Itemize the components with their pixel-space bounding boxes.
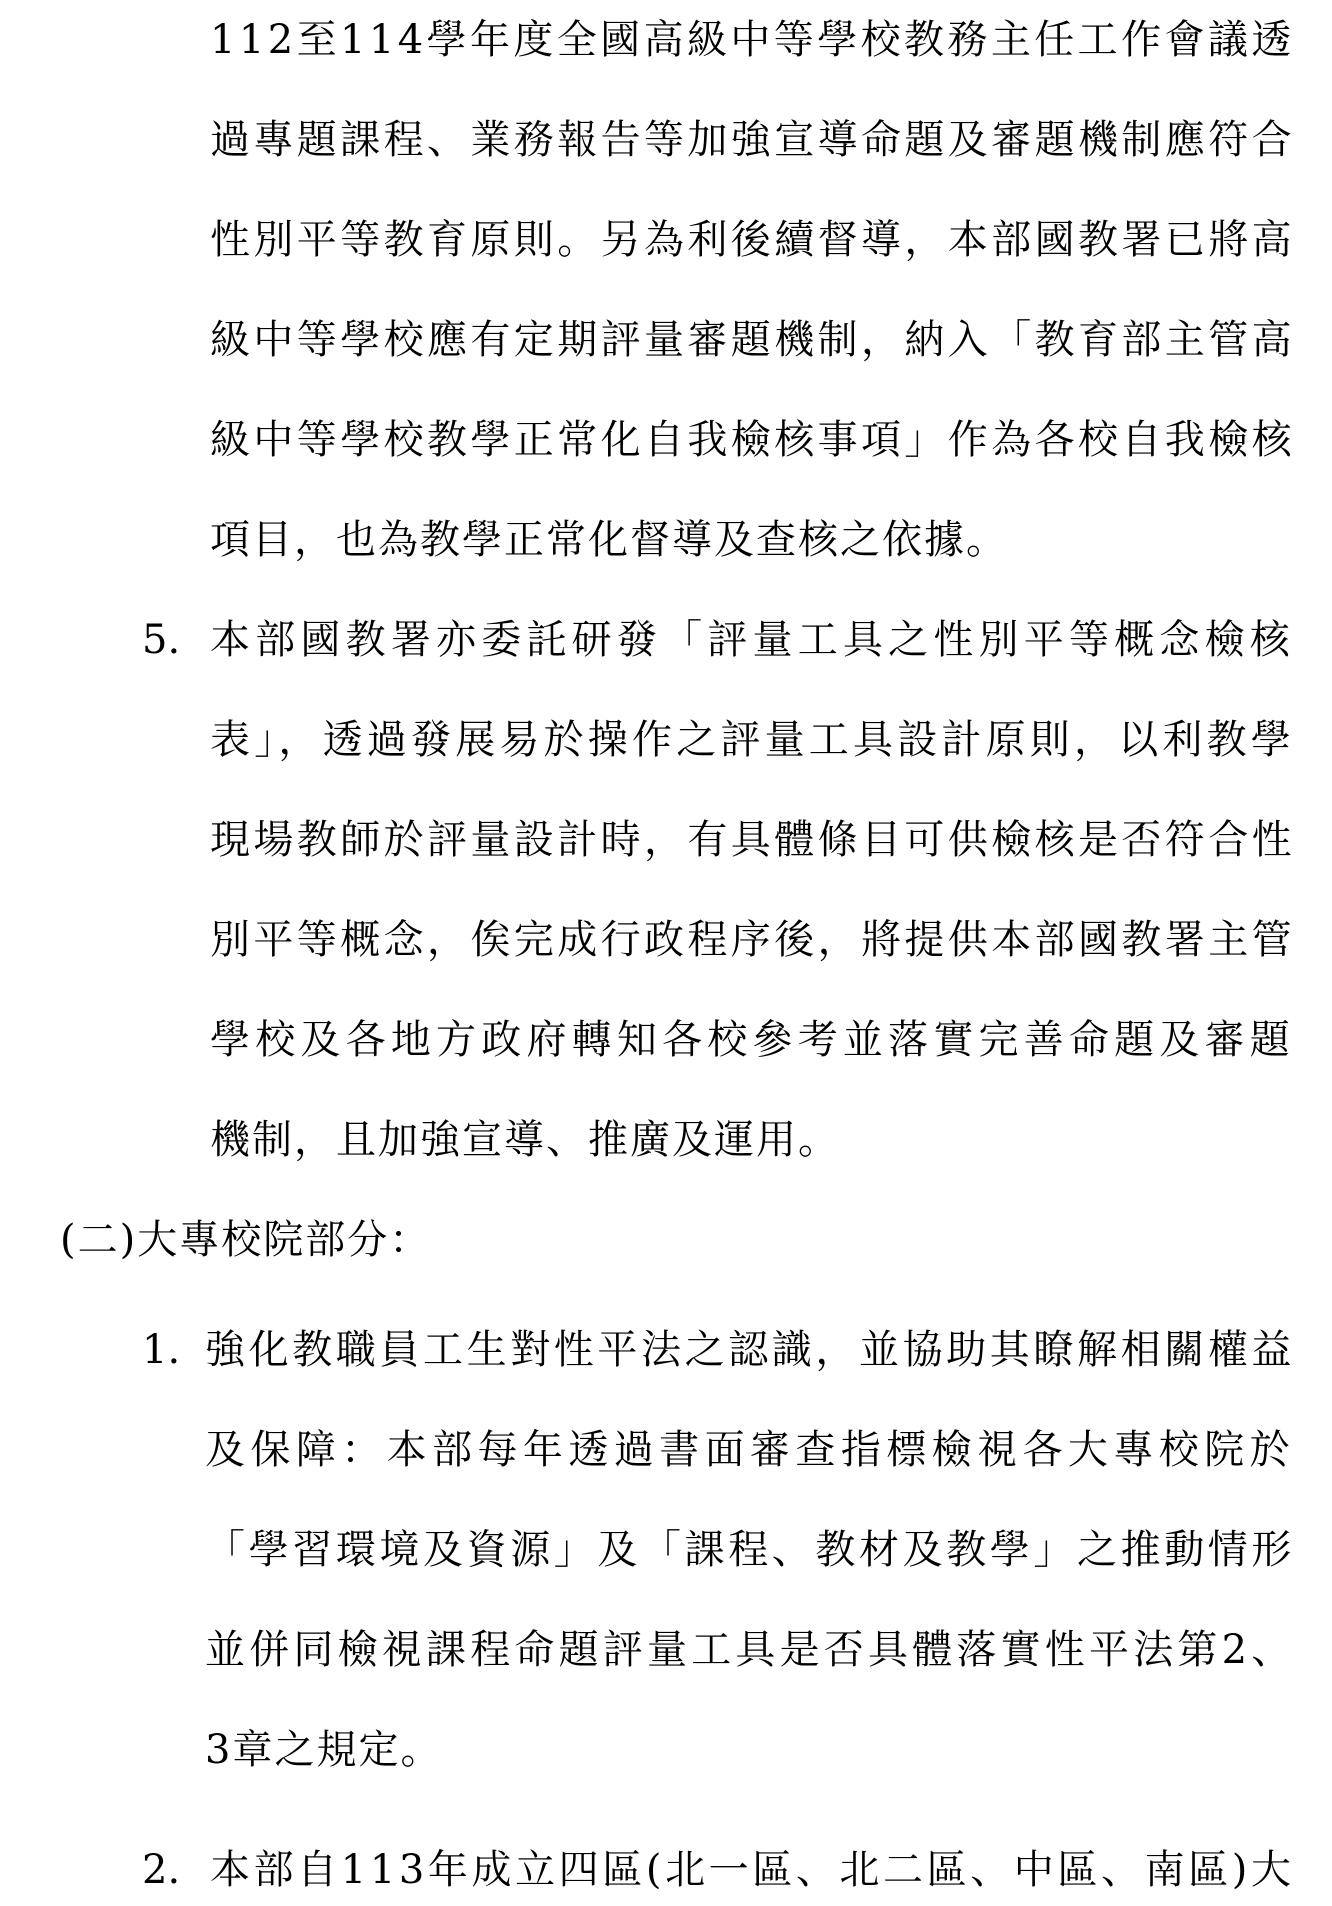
text-line: 現場教師於評量設計時，有具體條目可供檢核是否符合性 — [210, 817, 1295, 863]
list-marker: 1. — [142, 1327, 181, 1373]
list-marker: 5. — [142, 617, 181, 663]
text-line: 112至114學年度全國高級中等學校教務主任工作會議透 — [210, 17, 1295, 63]
text-line: 級中等學校應有定期評量審題機制，納入「教育部主管高 — [210, 317, 1295, 363]
text-line: 性別平等教育原則。另為利後續督導，本部國教署已將高 — [210, 217, 1295, 263]
text-line: 並併同檢視課程命題評量工具是否具體落實性平法第2、 — [205, 1627, 1296, 1673]
text-line: 本部國教署亦委託研發「評量工具之性別平等概念檢核 — [210, 617, 1295, 663]
text-line: 強化教職員工生對性平法之認識，並協助其瞭解相關權益 — [205, 1327, 1295, 1373]
text-line: 「學習環境及資源」及「課程、教材及教學」之推動情形 — [205, 1527, 1295, 1573]
text-line: 表」，透過發展易於操作之評量工具設計原則，以利教學 — [210, 717, 1295, 763]
text-line: 機制，且加強宣導、推廣及運用。 — [210, 1117, 840, 1163]
text-line: 3章之規定。 — [205, 1727, 443, 1773]
text-line: 級中等學校教學正常化自我檢核事項」作為各校自我檢核 — [210, 417, 1295, 463]
text-line: 本部自113年成立四區(北一區、北二區、中區、南區)大 — [210, 1847, 1295, 1893]
list-marker: 2. — [142, 1847, 181, 1893]
text-line: 項目，也為教學正常化督導及查核之依據。 — [210, 517, 1008, 563]
text-line: 過專題課程、業務報告等加強宣導命題及審題機制應符合 — [210, 117, 1295, 163]
section-heading: (二)大專校院部分： — [60, 1217, 432, 1263]
text-line: 及保障：本部每年透過書面審查指標檢視各大專校院於 — [205, 1427, 1295, 1473]
text-line: 別平等概念，俟完成行政程序後，將提供本部國教署主管 — [210, 917, 1295, 963]
text-line: 學校及各地方政府轉知各校參考並落實完善命題及審題 — [210, 1017, 1295, 1063]
